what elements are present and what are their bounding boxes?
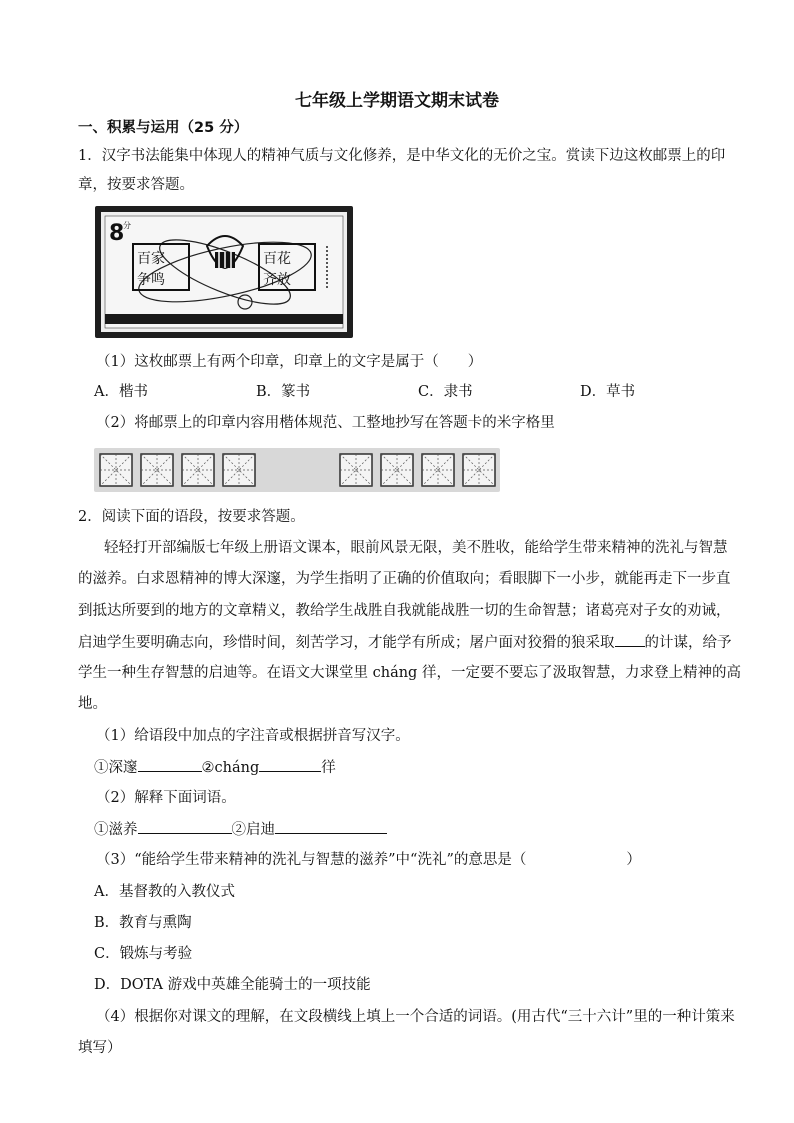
q2-sub1-items [94, 757, 336, 778]
q2-blank-strategy[interactable] [615, 632, 645, 647]
q2-sub3-close: ） [626, 852, 641, 868]
q1-stem-line2: 章，按要求答题。 [78, 177, 194, 193]
q2-sub1-blank1[interactable] [138, 757, 202, 772]
mizi-cell[interactable] [141, 454, 173, 486]
q2-sub1-blank2[interactable] [259, 757, 321, 772]
q2-sub1: （1）给语段中加点的字注音或根据拼音写汉字。 [96, 728, 410, 744]
mizi-cell[interactable] [182, 454, 214, 486]
q2-sub1-item2: ②cháng [201, 760, 260, 776]
q2-para-line4-b: 的计谋，给予 [644, 635, 732, 651]
q1-option-d[interactable]: D．草书 [580, 384, 636, 400]
seal-left-top: 百家 [137, 251, 165, 267]
mizi-grid-strip [94, 448, 500, 492]
q2-sub2-item1: ①滋养 [94, 822, 138, 838]
mizi-cell[interactable] [223, 454, 255, 486]
q2-para-line1: 轻轻打开部编版七年级上册语文课本，眼前风景无限，美不胜收，能给学生带来精神的洗礼与智慧 [104, 540, 728, 556]
q2-sub1-item2-suffix: 徉 [321, 760, 336, 776]
section-heading: 一、积累与运用（25 分） [78, 120, 249, 136]
q2-sub2-blank1[interactable] [138, 819, 232, 834]
q2-para-line2: 的滋养。白求恩精神的博大深邃，为学生指明了正确的价值取向；看眼脚下一小步，就能再走下一步直 [78, 571, 731, 587]
q2-para-line4 [78, 632, 732, 653]
q2-sub2-items [94, 819, 387, 840]
q1-option-c[interactable]: C．隶书 [418, 384, 473, 400]
q2-sub2: （2）解释下面词语。 [96, 790, 236, 806]
q2-stem: 2．阅读下面的语段，按要求答题。 [78, 509, 305, 525]
q2-para-line4-a: 启迪学生要明确志向，珍惜时间，刻苦学习，才能学有所成；屠户面对狡猾的狼采取 [78, 635, 615, 651]
q2-sub3-option-a[interactable]: A．基督教的入教仪式 [94, 884, 235, 900]
q2-sub1-item1: ①深邃 [94, 760, 138, 776]
postage-stamp-image [95, 206, 353, 338]
q2-sub4-line1: （4）根据你对课文的理解，在文段横线上填上一个合适的词语。(用古代“三十六计”里的一种计策来 [96, 1009, 735, 1025]
q2-sub3-option-c[interactable]: C．锻炼与考验 [94, 946, 193, 962]
mizi-cell[interactable] [463, 454, 495, 486]
page-title: 七年级上学期语文期末试卷 [295, 91, 499, 111]
q1-option-a[interactable]: A．楷书 [94, 384, 148, 400]
mizi-cell[interactable] [422, 454, 454, 486]
seal-right-bottom: 齐放 [263, 272, 291, 288]
q1-sub2: （2）将邮票上的印章内容用楷体规范、工整地抄写在答题卡的米字格里 [96, 415, 555, 431]
q2-sub2-blank2[interactable] [275, 819, 387, 834]
q2-sub3 [96, 850, 641, 870]
mizi-cell[interactable] [340, 454, 372, 486]
mizi-cell[interactable] [381, 454, 413, 486]
q2-sub3-option-b[interactable]: B．教育与熏陶 [94, 915, 192, 931]
svg-text:8: 8 [109, 221, 125, 246]
stamp-illustration [95, 206, 353, 338]
q2-sub3-text: （3）“能给学生带来精神的洗礼与智慧的滋养”中“洗礼”的意思是（ [96, 852, 527, 868]
svg-text:分: 分 [123, 221, 131, 230]
q2-para-line3: 到抵达所要到的地方的文章精义，教给学生战胜自我就能战胜一切的生命智慧；诸葛亮对子女的劝诫， [78, 603, 731, 619]
mizi-cell[interactable] [100, 454, 132, 486]
q2-para-line5: 学生一种生存智慧的启迪等。在语文大课堂里 cháng 徉，一定要不要忘了汲取智慧，力求登上精神的高 [78, 665, 741, 681]
q2-sub4-line2: 填写） [78, 1040, 122, 1056]
seal-right-top: 百花 [263, 251, 291, 267]
q1-stem-line1: 1．汉字书法能集中体现人的精神气质与文化修养，是中华文化的无价之宝。赏读下边这枚邮票上的印 [78, 148, 726, 164]
q1-sub1: （1）这枚邮票上有两个印章，印章上的文字是属于（ ） [96, 354, 483, 370]
q2-sub3-option-d[interactable]: D．DOTA 游戏中英雄全能骑士的一项技能 [94, 977, 371, 993]
mizi-grid [94, 448, 500, 492]
seal-left-bottom: 争鸣 [137, 272, 165, 288]
q2-sub2-item2: ②启迪 [231, 822, 275, 838]
q2-para-line6: 地。 [78, 696, 107, 712]
q1-option-b[interactable]: B．篆书 [256, 384, 311, 400]
